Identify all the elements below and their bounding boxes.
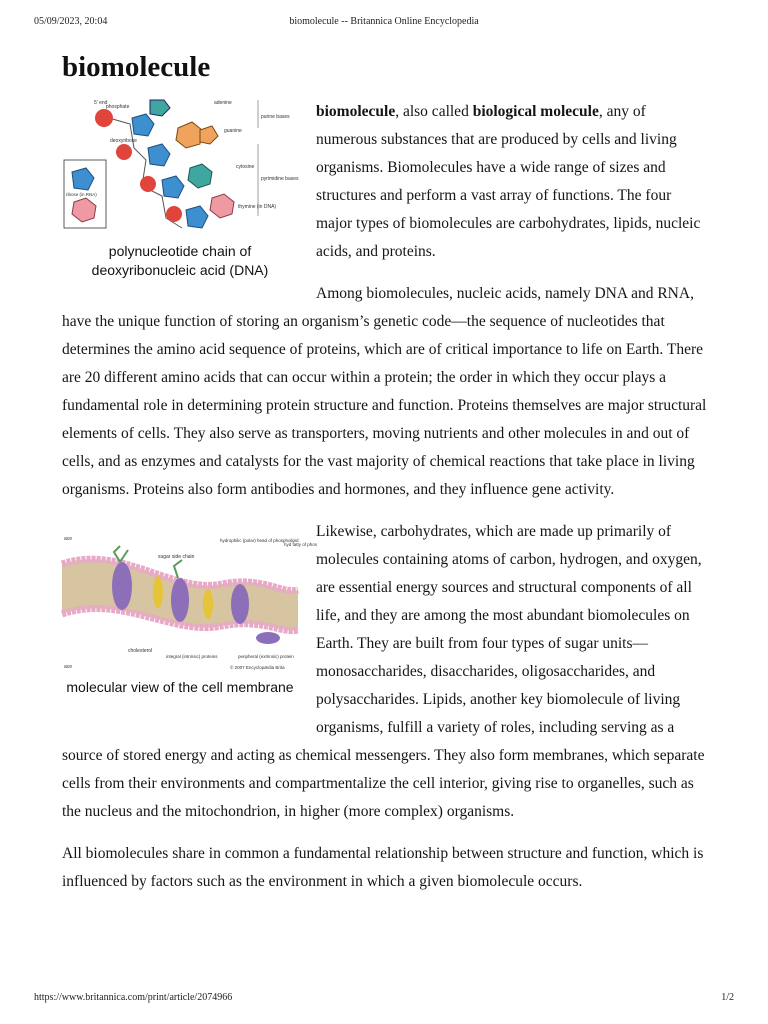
article-body xyxy=(62,98,710,910)
svg-text:© 2007 Encyclopædia Brita: © 2007 Encyclopædia Brita xyxy=(230,665,285,670)
paragraph-nucleic-acids: Among biomolecules, nucleic acids, namely DNA and RNA, have the unique function of storing an organism’s genetic code—the sequence of nucleotides that determines the amino acid sequence of proteins, which are of critical importance to life on Earth. There are 20 different amino acids that can occur within a protein; the order in which they occur plays a fundamental role in determining protein structure and function. Proteins themselves are major structural elements of cells. They also serve as transporters, moving nutrients and other molecules in and out of cells, and as enzymes and catalysts for the vast majority of chemical reactions that take place in living organisms. Proteins also form antibodies and hormones, and they influence gene activity. xyxy=(62,285,707,498)
figure-dna-chain[interactable] xyxy=(62,98,298,284)
svg-text:thymine (in DNA): thymine (in DNA) xyxy=(238,204,277,210)
cytosine-shape xyxy=(188,164,212,188)
phosphate-circle xyxy=(140,176,156,192)
print-page-title: biomolecule -- Britannica Online Encyclopedia xyxy=(289,16,479,27)
svg-text:cytosine: cytosine xyxy=(236,164,255,170)
svg-text:cholesterol: cholesterol xyxy=(128,648,153,654)
svg-text:peripheral (extrinsic) protein: peripheral (extrinsic) protein xyxy=(238,654,294,659)
sugar-pentagon xyxy=(148,144,170,166)
svg-text:ace: ace xyxy=(64,536,73,542)
term-biological-molecule: biological molecule xyxy=(472,103,599,120)
sugar-pentagon xyxy=(132,114,154,136)
svg-text:ace: ace xyxy=(64,664,73,670)
svg-text:guanine: guanine xyxy=(224,128,242,134)
phosphate-circle xyxy=(95,109,113,127)
paragraph-carbohydrates-lipids: Likewise, carbohydrates, which are made up primarily of molecules containing atoms of carbon, hydrogen, and oxygen, are essential energy sources and structural components of all life, and they are among the most abundant biomolecules on Earth. They are built from four types of sugar units—monosaccharides, disaccharides, oligosaccharides, and polysaccharides. Lipids, another key biomolecule of living organisms, fulfill a variety of roles, including serving as a source of stored energy and acting as chemical messengers. They also form membranes, which separate cells from their environments and compartmentalize the cell interior, giving rise to organelles, such as the nucleus and the mitochondrion, in higher (more complex) organisms. xyxy=(62,523,705,820)
svg-text:phosphate: phosphate xyxy=(106,104,130,110)
svg-text:hyd fatty of phos: hyd fatty of phos xyxy=(284,542,318,547)
paragraph-structure-function: All biomolecules share in common a fundamental relationship between structure and function, which is influenced by factors such as the environment in which a given biomolecule occurs. xyxy=(62,845,704,890)
svg-text:ribose (in RNA): ribose (in RNA) xyxy=(66,192,97,197)
thymine-shape xyxy=(210,194,234,218)
integral-protein xyxy=(112,562,132,610)
sugar-pentagon xyxy=(186,206,208,228)
svg-text:sugar side chain: sugar side chain xyxy=(158,554,195,560)
cell-membrane-diagram[interactable] xyxy=(62,534,318,672)
figure-caption: molecular view of the cell membrane xyxy=(66,679,294,695)
article-title: biomolecule xyxy=(62,51,211,83)
guanine-shape xyxy=(176,122,202,148)
phosphate-circle xyxy=(166,206,182,222)
integral-protein xyxy=(231,584,249,624)
svg-text:deoxyribose: deoxyribose xyxy=(110,138,137,144)
print-datetime: 05/09/2023, 20:04 xyxy=(34,16,108,27)
svg-text:hydrophilic (polar) head of ph: hydrophilic (polar) head of phospholipid xyxy=(220,538,299,543)
term-biomolecule: biomolecule xyxy=(316,103,396,120)
integral-protein xyxy=(171,578,189,622)
print-url[interactable]: https://www.britannica.com/print/article/2074966 xyxy=(34,992,233,1003)
figure-caption: polynucleotide chain of deoxyribonucleic acid (DNA) xyxy=(91,243,269,278)
dna-chain-diagram[interactable] xyxy=(62,98,298,236)
sugar-pentagon xyxy=(162,176,184,198)
phosphate-circle xyxy=(116,144,132,160)
svg-text:5' end: 5' end xyxy=(94,100,108,106)
print-page-number: 1/2 xyxy=(721,992,734,1003)
adenine-shape xyxy=(150,100,170,116)
paragraph-intro: biomolecule, also called biological molecule, any of numerous substances that are produced by cells and living organisms. Biomolecules have a wide range of sizes and structures and perform a vast array of functions. The four major types of biomolecules are carbohydrates, lipids, nucleic acids, and proteins. xyxy=(316,103,701,260)
svg-text:adenine: adenine xyxy=(214,100,232,106)
svg-text:integral (intrinsic) proteins: integral (intrinsic) proteins xyxy=(166,654,218,659)
figure-cell-membrane[interactable] xyxy=(62,534,318,730)
svg-text:pyrimidine bases: pyrimidine bases xyxy=(261,176,299,182)
peripheral-protein xyxy=(256,632,280,644)
svg-text:purine bases: purine bases xyxy=(261,114,290,120)
